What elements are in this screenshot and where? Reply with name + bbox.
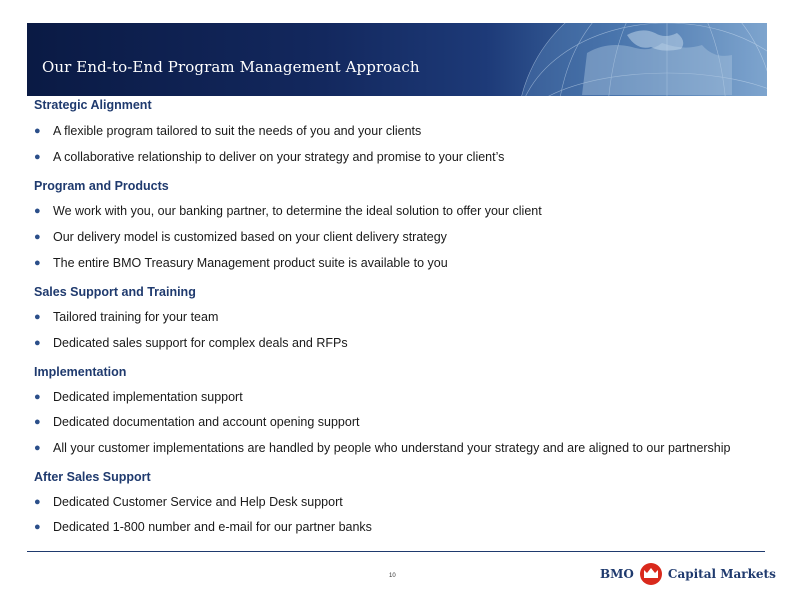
list-item-text: The entire BMO Treasury Management product suite is available to you bbox=[53, 256, 448, 270]
page-title: Our End-to-End Program Management Approach bbox=[42, 58, 420, 76]
section-after-sales-support bbox=[34, 469, 764, 535]
footer-divider bbox=[27, 551, 765, 552]
bullet-dot-icon: ● bbox=[34, 151, 41, 163]
list-item bbox=[34, 494, 764, 510]
bullet-dot-icon: ● bbox=[34, 125, 41, 137]
list-item-text: Dedicated 1-800 number and e-mail for our partner banks bbox=[53, 520, 372, 534]
list-item-text: Dedicated sales support for complex deals and RFPs bbox=[53, 336, 348, 350]
list-item bbox=[34, 389, 764, 405]
logo-bmo-text: BMO bbox=[600, 567, 634, 581]
list-item-text: A flexible program tailored to suit the needs of you and your clients bbox=[53, 124, 422, 138]
list-item-text: Dedicated implementation support bbox=[53, 390, 243, 404]
bullet-dot-icon: ● bbox=[34, 205, 41, 217]
list-item bbox=[34, 309, 764, 325]
list-item bbox=[34, 519, 764, 535]
bullet-dot-icon: ● bbox=[34, 496, 41, 508]
bmo-capital-markets-logo bbox=[600, 561, 776, 587]
list-item bbox=[34, 255, 764, 271]
bullet-dot-icon: ● bbox=[34, 311, 41, 323]
bmo-roundel-icon bbox=[640, 563, 662, 585]
section-strategic-alignment bbox=[34, 97, 764, 165]
list-item bbox=[34, 123, 764, 139]
list-item-text: Tailored training for your team bbox=[53, 310, 219, 324]
bullet-dot-icon: ● bbox=[34, 231, 41, 243]
bullet-dot-icon: ● bbox=[34, 391, 41, 403]
section-heading: Strategic Alignment bbox=[34, 98, 152, 112]
list-item-text: Dedicated Customer Service and Help Desk support bbox=[53, 495, 343, 509]
list-item bbox=[34, 229, 764, 245]
logo-capital-markets-text: Capital Markets bbox=[667, 567, 776, 581]
page-number: 10 bbox=[389, 573, 396, 579]
section-heading: Implementation bbox=[34, 365, 127, 379]
section-heading: Program and Products bbox=[34, 179, 169, 193]
section-implementation bbox=[34, 364, 764, 456]
list-item-text: A collaborative relationship to deliver on your strategy and promise to your client’s bbox=[53, 150, 505, 164]
list-item bbox=[34, 203, 764, 219]
header-banner bbox=[27, 23, 767, 96]
section-heading: Sales Support and Training bbox=[34, 285, 196, 299]
bullet-dot-icon: ● bbox=[34, 416, 41, 428]
list-item-text: We work with you, our banking partner, to determine the ideal solution to offer your client bbox=[53, 204, 542, 218]
list-item-text: Dedicated documentation and account opening support bbox=[53, 415, 360, 429]
list-item bbox=[34, 149, 764, 165]
list-item bbox=[34, 335, 764, 351]
section-heading: After Sales Support bbox=[34, 470, 151, 484]
content-body bbox=[34, 97, 764, 535]
section-program-and-products bbox=[34, 178, 764, 271]
bullet-dot-icon: ● bbox=[34, 337, 41, 349]
bullet-dot-icon: ● bbox=[34, 442, 41, 454]
section-sales-support-and-training bbox=[34, 284, 764, 351]
bullet-dot-icon: ● bbox=[34, 521, 41, 533]
list-item bbox=[34, 440, 753, 456]
list-item-text: All your customer implementations are handled by people who understand your strategy and are aligned to our partnership bbox=[53, 441, 731, 455]
list-item-text: Our delivery model is customized based on your client delivery strategy bbox=[53, 230, 447, 244]
bullet-dot-icon: ● bbox=[34, 257, 41, 269]
list-item bbox=[34, 414, 764, 430]
